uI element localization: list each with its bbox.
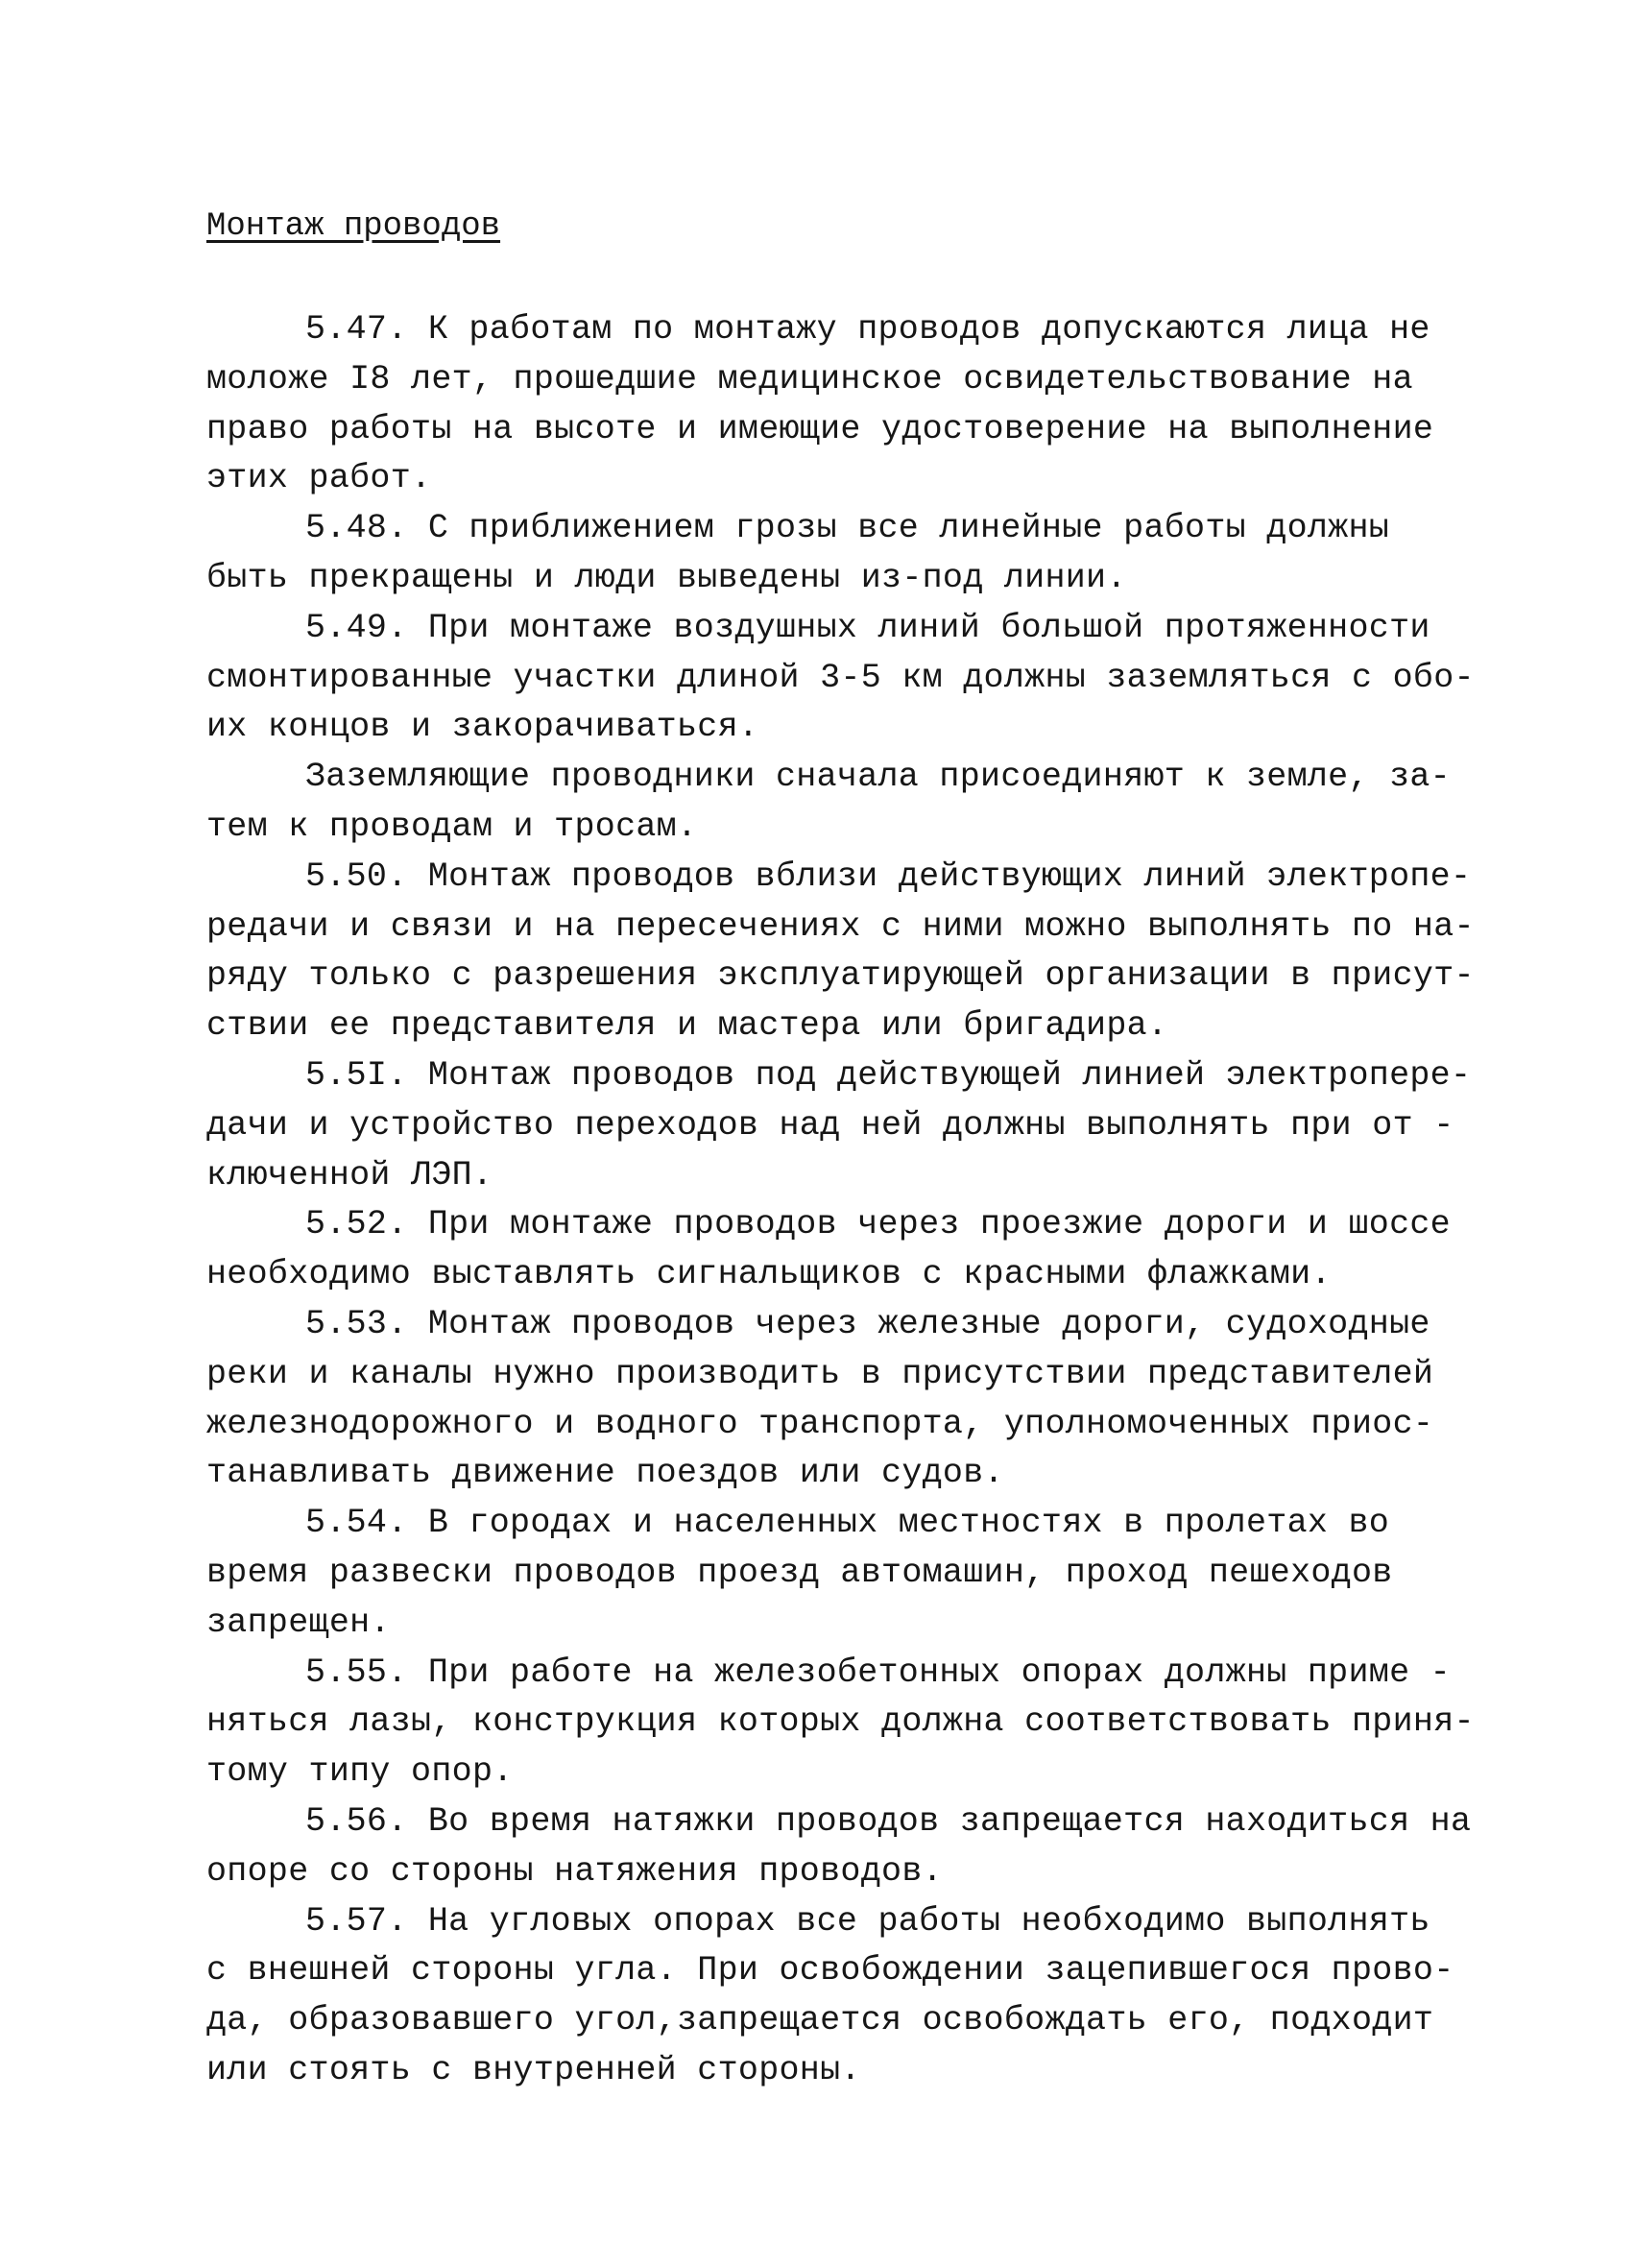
- text-line: 5.50. Монтаж проводов вблизи действующих линий электропе-: [305, 857, 1472, 896]
- text-line: их концов и закорачиваться.: [206, 708, 759, 747]
- text-line: смонтированные участки длиной 3-5 км должны заземляться с обо-: [206, 658, 1475, 697]
- text-line: 5.53. Монтаж проводов через железные дороги, судоходные: [305, 1304, 1430, 1343]
- text-line: право работы на высоте и имеющие удостоверение на выполнение: [206, 409, 1434, 448]
- text-line: 5.56. Во время натяжки проводов запрещается находиться на: [305, 1801, 1472, 1841]
- text-line: ствии ее представителя и мастера или бригадира.: [206, 1006, 1168, 1046]
- text-line: да, образовавшего угол,запрещается освобождать его, подходит: [206, 2001, 1434, 2040]
- text-line: с внешней стороны угла. При освобождении зацепившегося прово-: [206, 1951, 1454, 1991]
- text-line: ряду только с разрешения эксплуатирующей организации в присут-: [206, 956, 1475, 996]
- text-line: запрещен.: [206, 1603, 391, 1642]
- text-line: 5.5I. Монтаж проводов под действующей линией электропере-: [305, 1055, 1472, 1095]
- text-line: этих работ.: [206, 459, 432, 498]
- text-line: тем к проводам и тросам.: [206, 807, 698, 846]
- text-line: 5.47. К работам по монтажу проводов допускаются лица не: [305, 310, 1430, 349]
- body-text: [206, 305, 1493, 2096]
- text-line: ключенной ЛЭП.: [206, 1155, 493, 1194]
- text-line: опоре со стороны натяжения проводов.: [206, 1851, 943, 1891]
- text-line: тому типу опор.: [206, 1752, 514, 1792]
- text-line: 5.48. С приближением грозы все линейные работы должны: [305, 509, 1390, 548]
- text-line: танавливать движение поездов или судов.: [206, 1454, 1004, 1493]
- text-line: 5.52. При монтаже проводов через проезжие дороги и шоссе: [305, 1205, 1451, 1244]
- text-line: реки и каналы нужно производить в присутствии представителей: [206, 1354, 1434, 1393]
- text-line: моложе I8 лет, прошедшие медицинское освидетельствование на: [206, 359, 1413, 398]
- section-heading: Монтаж проводов: [206, 208, 501, 245]
- text-line: 5.54. В городах и населенных местностях в пролетах во: [305, 1504, 1390, 1543]
- text-line: время развески проводов проезд автомашин, проход пешеходов: [206, 1553, 1393, 1592]
- text-line: Заземляющие проводники сначала присоединяют к земле, за-: [305, 758, 1451, 797]
- text-line: 5.49. При монтаже воздушных линий большой протяженности: [305, 608, 1430, 647]
- text-line: дачи и устройство переходов над ней должны выполнять при от -: [206, 1105, 1454, 1145]
- text-line: необходимо выставлять сигнальщиков с красными флажками.: [206, 1255, 1332, 1294]
- text-line: редачи и связи и на пересечениях с ними можно выполнять по на-: [206, 906, 1475, 946]
- text-line: железнодорожного и водного транспорта, уполномоченных приос-: [206, 1404, 1434, 1443]
- text-line: или стоять с внутренней стороны.: [206, 2050, 861, 2089]
- text-line: 5.57. На угловых опорах все работы необходимо выполнять: [305, 1901, 1430, 1941]
- text-line: быть прекращены и люди выведены из-под линии.: [206, 558, 1127, 597]
- text-line: 5.55. При работе на железобетонных опорах должны приме -: [305, 1653, 1451, 1692]
- text-line: няться лазы, конструкция которых должна соответствовать приня-: [206, 1702, 1475, 1742]
